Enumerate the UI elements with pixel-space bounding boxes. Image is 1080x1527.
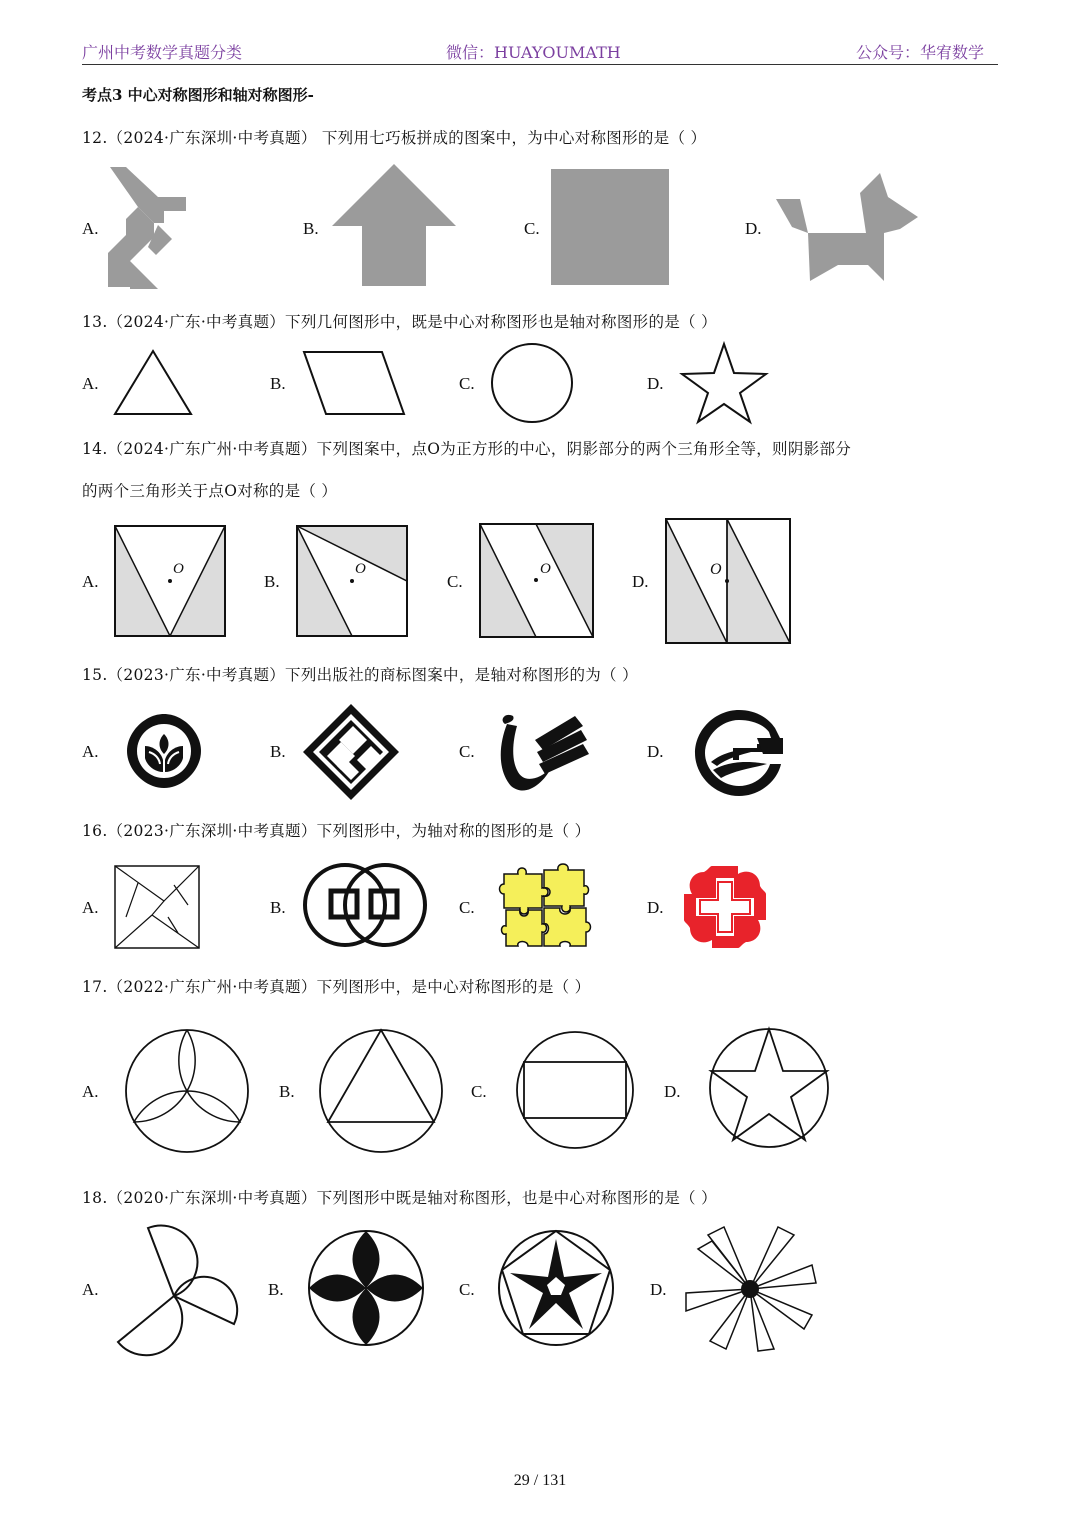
q14-d-point-label: O — [710, 561, 722, 578]
q15-b-logo — [301, 702, 401, 802]
q17-a-circle-three-arcs — [124, 1028, 250, 1154]
header-wechat: 微信：HUAYOUMATH — [446, 43, 621, 62]
q12-b-tangram-arrow — [332, 164, 456, 286]
page-header — [82, 36, 998, 65]
q13-option-d-label: D. — [647, 374, 664, 393]
q17-b-circle-triangle — [318, 1028, 444, 1154]
q13-b-parallelogram — [302, 350, 406, 416]
q18-option-d-label: D. — [650, 1280, 667, 1299]
q12-option-b-label: B. — [303, 219, 319, 238]
q13-a-triangle — [114, 350, 192, 416]
q18-d-pinwheel — [684, 1225, 818, 1353]
question-14-text-line2: 的两个三角形关于点O对称的是（ ） — [82, 482, 338, 500]
q16-option-b-label: B. — [270, 898, 286, 917]
q15-option-b-label: B. — [270, 742, 286, 761]
q15-option-a-label: A. — [82, 742, 99, 761]
q13-option-b-label: B. — [270, 374, 286, 393]
question-17-text: 17.（2022·广东广州·中考真题）下列图形中，是中心对称图形的是（ ） — [82, 978, 591, 996]
q14-option-a-label: A. — [82, 572, 99, 591]
q14-option-c-label: C. — [447, 572, 463, 591]
q16-c-puzzle — [500, 864, 590, 950]
q12-option-c-label: C. — [524, 219, 540, 238]
header-official-account: 公众号：华宥数学 — [855, 43, 984, 62]
q17-c-circle-rectangle — [515, 1031, 635, 1149]
q13-option-a-label: A. — [82, 374, 99, 393]
q12-d-tangram-dog — [772, 171, 920, 283]
q16-d-red-cross — [682, 864, 768, 950]
q12-option-d-label: D. — [745, 219, 762, 238]
question-12-text: 12.（2024·广东深圳·中考真题） 下列用七巧板拼成的图案中，为中心对称图形的是（ ） — [82, 129, 707, 147]
q14-a-point-label: O — [173, 561, 184, 577]
q15-c-logo — [495, 710, 591, 794]
q18-option-c-label: C. — [459, 1280, 475, 1299]
q14-d-square — [665, 518, 791, 644]
question-16-text: 16.（2023·广东深圳·中考真题）下列图形中，为轴对称的图形的是（ ） — [82, 822, 591, 840]
q15-option-d-label: D. — [647, 742, 664, 761]
q15-d-logo — [693, 708, 787, 798]
q13-option-c-label: C. — [459, 374, 475, 393]
q13-c-circle — [490, 343, 574, 423]
q14-option-b-label: B. — [264, 572, 280, 591]
q17-option-d-label: D. — [664, 1082, 681, 1101]
q12-a-tangram-rabbit — [108, 165, 188, 290]
q15-a-logo — [125, 712, 203, 790]
section-title: 考点3 中心对称图形和轴对称图形- — [82, 86, 314, 104]
q17-d-circle-star — [708, 1026, 830, 1150]
q14-option-d-label: D. — [632, 572, 649, 591]
header-left-title: 广州中考数学真题分类 — [82, 43, 243, 62]
q18-b-four-petal-circle — [306, 1229, 426, 1347]
q18-option-a-label: A. — [82, 1280, 99, 1299]
question-15-text: 15.（2023·广东·中考真题）下列出版社的商标图案中，是轴对称图形的为（ ） — [82, 666, 638, 684]
q18-c-pentagon-star-circle — [497, 1229, 615, 1347]
q17-option-c-label: C. — [471, 1082, 487, 1101]
q16-option-c-label: C. — [459, 898, 475, 917]
page-number: 29 / 131 — [513, 1472, 567, 1489]
q15-option-c-label: C. — [459, 742, 475, 761]
q16-b-coins — [301, 862, 429, 948]
q12-c-tangram-square — [551, 169, 669, 285]
q14-a-square — [114, 525, 226, 637]
q16-a-pinwheel-square — [114, 865, 200, 949]
q16-option-a-label: A. — [82, 898, 99, 917]
q18-option-b-label: B. — [268, 1280, 284, 1299]
q17-option-a-label: A. — [82, 1082, 99, 1101]
q14-b-square — [296, 525, 408, 637]
q14-b-point-label: O — [355, 561, 366, 577]
question-13-text: 13.（2024·广东·中考真题）下列几何图形中，既是中心对称图形也是轴对称图形的是（ ） — [82, 313, 717, 331]
q12-option-a-label: A. — [82, 219, 99, 238]
q18-a-three-blade-fan — [114, 1226, 238, 1348]
q13-d-star — [680, 342, 768, 424]
q17-option-b-label: B. — [279, 1082, 295, 1101]
q14-c-point-label: O — [540, 561, 551, 577]
q14-c-square — [479, 523, 594, 638]
question-18-text: 18.（2020·广东深圳·中考真题）下列图形中既是轴对称图形，也是中心对称图形的是（ ） — [82, 1189, 717, 1207]
question-14-text-line1: 14.（2024·广东广州·中考真题）下列图案中，点O为正方形的中心，阴影部分的两个三角形全等，则阴影部分 — [82, 440, 852, 458]
q16-option-d-label: D. — [647, 898, 664, 917]
